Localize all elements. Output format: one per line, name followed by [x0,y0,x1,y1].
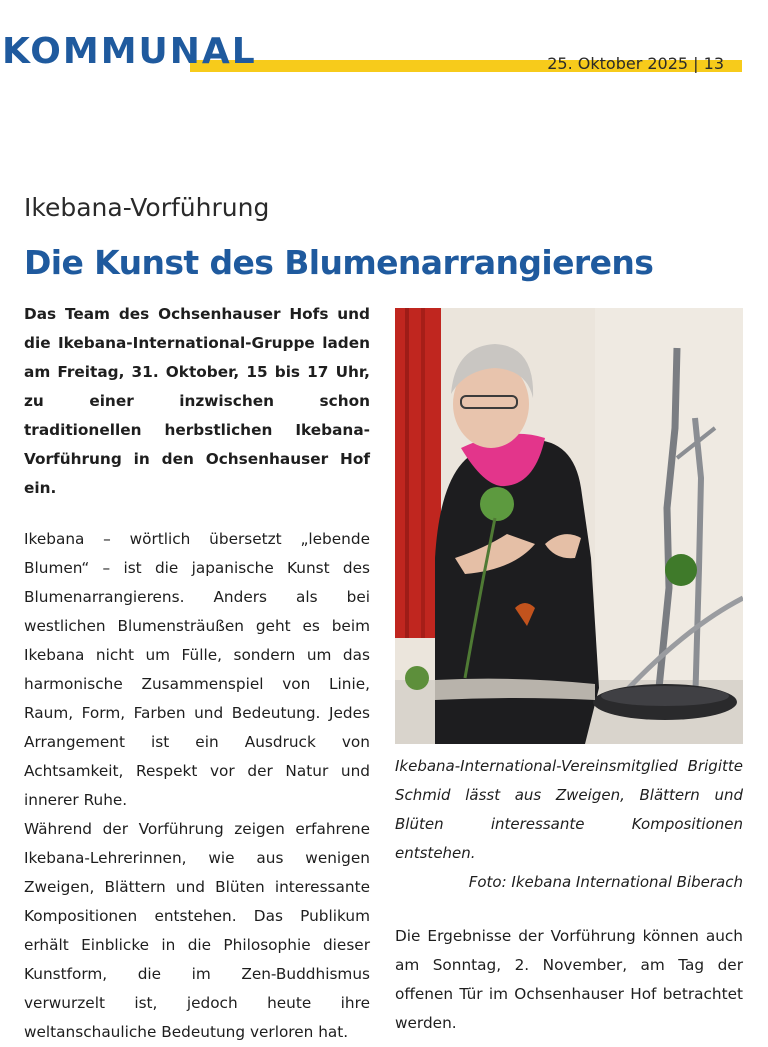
article-headline: Die Kunst des Blumenarrangierens [24,243,654,282]
article-photo [395,308,743,744]
photo-caption: Ikebana-International-Vereinsmitglied Brigitte Schmid lässt aus Zweigen, Blättern und Blüten interessante Kompositionen entstehen. [395,757,743,862]
issue-dateline: 25. Oktober 2025 | 13 [547,54,724,73]
masthead [0,28,768,78]
article-body [24,525,370,1047]
body-paragraph: Während der Vorführung zeigen erfahrene Ikebana-Lehrerinnen, wie aus wenigen Zweigen, Blättern und Blüten interessante Kompositionen entstehen. Das Publikum erhält Einblicke in die Philosophie dieser Kunstform, die im Zen-Buddhismus verwurzelt ist, jedoch heute ihre weltanschauliche Bedeutung verloren hat. [24,820,370,1041]
article-kicker: Ikebana-Vorführung [24,193,270,222]
publication-logo: KOMMUNAL [2,31,257,72]
ikebana-photo-illustration [395,308,743,744]
body-paragraph: Die Ergebnisse der Vorführung können auch am Sonntag, 2. November, am Tag der offenen Tür im Ochsenhauser Hof betrachtet werden. [395,927,743,1032]
body-paragraph: Ikebana – wörtlich übersetzt „lebende Blumen“ – ist die japanische Kunst des Blumenarrangierens. Anders als bei westlichen Blumensträußen geht es beim Ikebana nicht um Fülle, sondern um das harmonische Zusammenspiel von Linie, Raum, Form, Farben und Bedeutung. Jedes Arrangement ist ein Ausdruck von Achtsamkeit, Respekt vor der Natur und innerer Ruhe. [24,530,370,809]
article-lead: Das Team des Ochsenhauser Hofs und die Ikebana-International-Gruppe laden am Freitag, 31. Oktober, 15 bis 17 Uhr, zu einer inzwischen schon traditionellen herbstlichen Ikebana-Vorführung in den Ochsenhauser Hof ein. [24,305,370,497]
photo-caption-block [395,752,743,897]
photo-credit: Foto: Ikebana International Biberach [468,873,743,891]
article-left-column [24,300,370,1047]
